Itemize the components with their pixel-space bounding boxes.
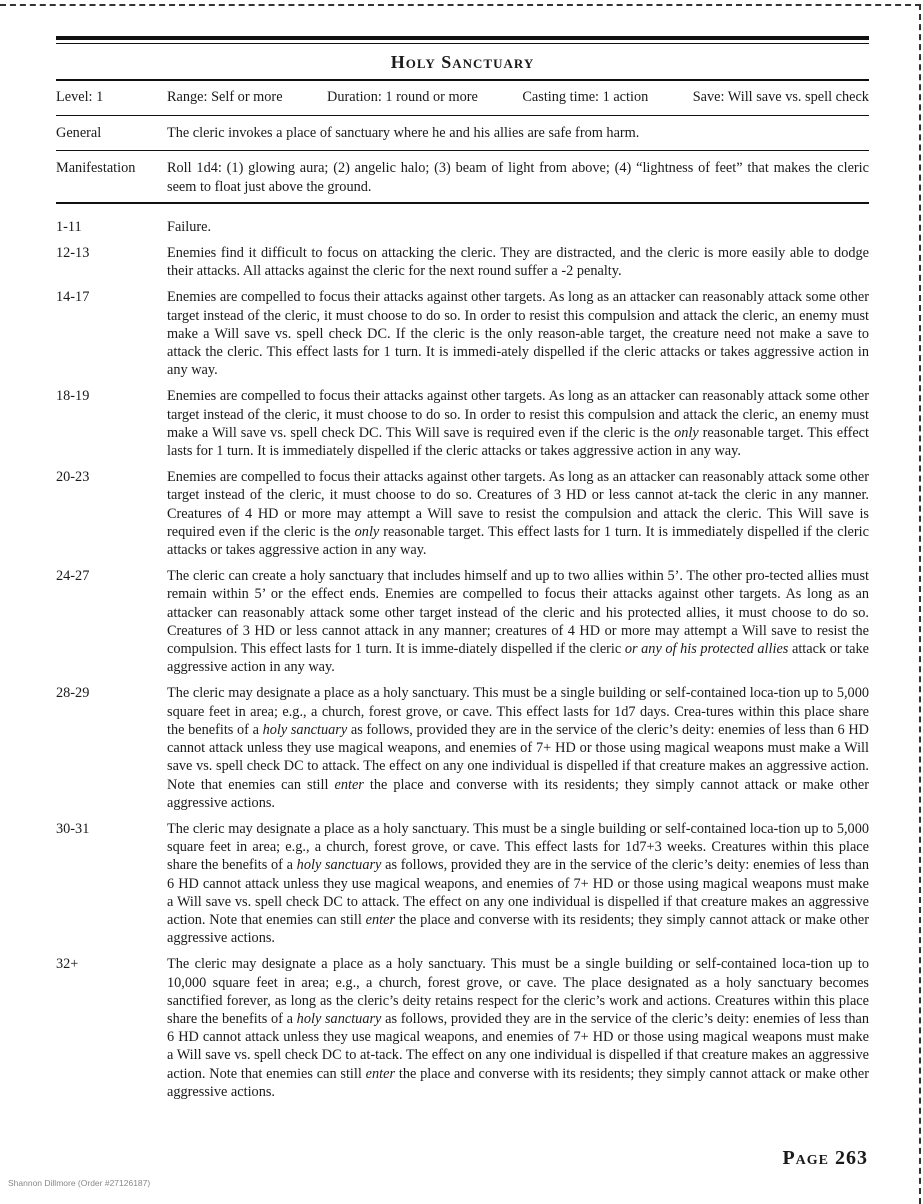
result-range: 1-11	[56, 218, 82, 235]
result-text-part: Enemies are compelled to focus their attacks against other targets. As long as an attacker can reasonably attack some other target instead of the cleric, it must choose to do so. In order to resist this compulsion and attack the cleric, an enemy must make a Will save vs. spell check DC. If the cleric is the only reason-able target, the creature need not make a save to attack the cleric. This effect lasts for 1 turn. It is immedi-ately dispelled if the cleric attacks or takes aggressive action in any way.	[167, 289, 869, 379]
result-range: 12-13	[56, 245, 90, 262]
result-text-part: Enemies are compelled to focus their attacks against other targets. As long as an attacker can reasonably attack some other target instead of the cleric, it must choose to do so. In order to resist this compulsion and attack the cleric, an enemy must make a Will save vs. spell check DC. This Will save is required even if the cleric is the	[167, 388, 869, 441]
top-rule-thin	[56, 43, 869, 44]
result-text-emphasis: holy sanctuary	[296, 1010, 382, 1027]
result-text-emphasis: enter	[365, 1065, 396, 1082]
spell-title: Holy Sanctuary	[390, 52, 535, 72]
general-text: The cleric invokes a place of sanctuary where he and his allies are safe from harm.	[167, 125, 640, 142]
result-text-emphasis: only	[674, 424, 699, 441]
result-text-part: as follows, provided they are in the service of the cleric’s deity: enemies of less than 6 HD cannot attack unless they use magical weapons, and enemies of 7+ HD or those using magical weapons must make a Will save vs. spell check DC to attack. The effect on any one individual is dispelled if that creature makes an aggressive action. Note that enemies can still	[167, 857, 870, 928]
result-text-part: The cleric can create a holy sanctuary that includes himself and up to two allies within 5’. The other pro-tected allies must remain within 5’ or the effect ends. Enemies are compelled to focus their attacks against other targets. As long as an attacker can reasonably attack some other target instead of the cleric and his protected allies, it must choose to do so. Creatures of 3 HD or less cannot attack in any manner; creatures of 4 HD or more may attempt a Will save to resist the compulsion. This effect lasts for 1 turn. It is imme-diately dispelled if the cleric	[167, 568, 869, 658]
result-text	[167, 955, 869, 1101]
result-text	[167, 567, 869, 676]
result-row	[56, 468, 869, 559]
result-text	[167, 218, 869, 236]
result-row	[56, 244, 869, 280]
general-label: General	[56, 125, 102, 142]
spell-save: Save: Will save vs. spell check	[692, 89, 869, 105]
result-text	[167, 288, 869, 379]
result-range: 32+	[56, 956, 79, 973]
result-text	[167, 387, 869, 460]
result-row	[56, 820, 869, 947]
results-table	[56, 218, 869, 1101]
page-number: Page 263	[782, 1147, 868, 1169]
result-text-emphasis: enter	[334, 776, 364, 793]
result-row	[56, 567, 869, 676]
result-text-emphasis: enter	[365, 911, 396, 928]
result-text-emphasis: only	[354, 523, 380, 540]
spell-duration: Duration: 1 round or more	[327, 89, 478, 105]
result-text	[167, 684, 869, 811]
manifestation-text: Roll 1d4: (1) glowing aura; (2) angelic halo; (3) beam of light from above; (4) “lightness of feet” that makes the cleric seem to float just above the ground.	[167, 160, 869, 195]
spell-level: Level: 1	[56, 89, 104, 105]
spell-stats	[167, 88, 869, 106]
spell-stats-row	[56, 81, 869, 115]
result-range: 20-23	[56, 469, 90, 486]
result-text-part: The cleric may designate a place as a holy sanctuary. This must be a single building or self-contained loca-tion up to 5,000 square feet in area; e.g., a church, forest grove, or cave. This effect lasts for 1d7+3 weeks. Creatures within this place share the benefits of a	[167, 820, 869, 874]
result-text	[167, 468, 869, 559]
result-text-part: as follows, provided they are in the service of the cleric’s deity: enemies of less than 6 HD cannot attack unless they use magical weapons, and enemies of 7+ HD or those using magical weapons must make a Will save vs. spell check DC to attack. The effect on any one individual is dispelled if that creature makes an aggressive action. Note that enemies can still	[167, 721, 869, 793]
result-range: 28-29	[56, 685, 90, 702]
manifestation-row	[56, 151, 869, 201]
result-text-part: The cleric may designate a place as a holy sanctuary. This must be a single building or self-contained loca-tion up to 5,000 square feet in area; e.g., a church, forest grove, or cave. This effect lasts for 1d7 days. Crea-tures within this place share the benefits of a	[167, 685, 869, 738]
document-page	[56, 36, 869, 1109]
spell-casting-time: Casting time: 1 action	[522, 89, 649, 105]
result-text-part: the place and converse with its residents; they simply cannot attack or make other aggressive actions.	[167, 911, 869, 947]
result-text-part: Enemies find it difficult to focus on attacking the cleric. They are distracted, and the cleric is more easily able to dodge their attacks. All attacks against the cleric for the next round suffer a -2 penalty.	[167, 245, 869, 280]
result-text-emphasis: or any of his protected allies	[624, 641, 789, 658]
result-range: 18-19	[56, 388, 90, 405]
result-text-part: reasonable target. This effect lasts for 1 turn. It is immediately dispelled if the cleric attacks or takes aggressive action in any way.	[167, 523, 869, 559]
result-row	[56, 955, 869, 1101]
result-text-part: reasonable target. This effect lasts for 1 turn. It is immediately dispelled if the cleric attacks or takes aggressive action in any way.	[167, 424, 869, 460]
result-text-emphasis: holy sanctuary	[262, 721, 348, 738]
manifestation-rule	[56, 202, 869, 204]
result-text-part: Failure.	[167, 218, 212, 235]
manifestation-label: Manifestation	[56, 160, 136, 177]
result-text-part: the place and converse with its residents; they simply cannot attack or make other aggressive actions.	[167, 1065, 869, 1100]
result-text-part: Enemies are compelled to focus their attacks against other targets. As long as an attacker can reasonably attack some other target instead of the cleric, it must choose to do so. Creatures of 3 HD or less cannot at-tack the cleric in any manner. Creatures of 4 HD or more may attempt a Will save to resist the compulsion and attack the cleric. This Will save is required even if the cleric is the	[167, 469, 869, 540]
result-row	[56, 684, 869, 811]
result-text-part: The cleric may designate a place as a holy sanctuary. This must be a single building or self-contained loca-tion up to 10,000 square feet in area; e.g., a church, forest grove, or cave. The place designated as a holy sanctuary becomes sanctified forever, as long as the cleric’s deity retains respect for the cleric’s work and actions. Creatures within this place share the benefits of a	[167, 956, 869, 1027]
result-text-part: attack or take aggressive action in any way.	[167, 641, 870, 676]
spell-range: Range: Self or more	[167, 89, 283, 105]
order-watermark: Shannon Dillmore (Order #27126187)	[8, 1178, 151, 1188]
top-rule	[56, 36, 869, 40]
result-text-emphasis: holy sanctuary	[296, 857, 382, 874]
result-range: 14-17	[56, 289, 90, 306]
result-range: 30-31	[56, 820, 90, 837]
result-range: 24-27	[56, 568, 90, 585]
general-row	[56, 116, 869, 150]
result-row	[56, 288, 869, 379]
result-text	[167, 820, 869, 947]
result-text-part: as follows, provided they are in the service of the cleric’s deity: enemies of less than 6 HD cannot attack unless they use magical weapons, and enemies of 7+ HD or those using magical weapons must make a Will save vs. spell check DC to at-tack. The effect on any one individual is dispelled if that creature makes an aggressive action. Note that enemies can still	[167, 1010, 870, 1082]
result-row	[56, 387, 869, 460]
result-row	[56, 218, 869, 236]
result-text-part: the place and converse with its residents; they simply cannot attack or make other aggressive actions.	[167, 776, 870, 811]
result-text	[167, 244, 869, 280]
